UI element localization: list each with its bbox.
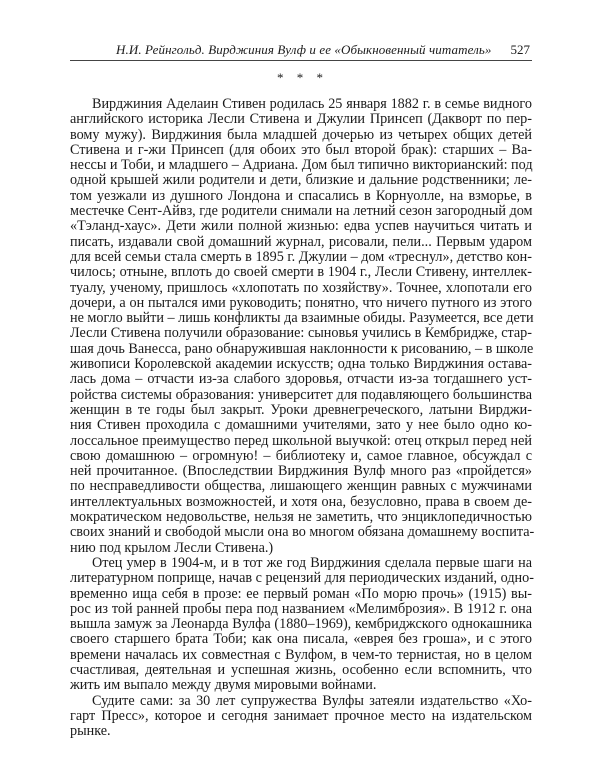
text-line: женщин в те годы был закрыт. Уроки древнегреческого, латыни Вирджи- (70, 401, 532, 418)
text-line: Лесли Стивена получили образование: сыновья учились в Кембридже, стар- (70, 325, 532, 342)
text-line: чилось; отныне, вплоть до своей смерти в 1904 г., Лесли Стивену, интеллек- (70, 264, 532, 281)
text-line: «Тэланд-хаус». Дети жили полной жизнью: едва успев научиться читать и (70, 218, 532, 235)
text-line: своих знаний и свободой мысли она во многом обязана домашнему воспита- (70, 524, 535, 541)
text-line: времени началась их совместная с Вулфом, в чем-то тернистая, но в целом (70, 646, 532, 663)
text-line: нессы и Тоби, и младшего – Адриана. Дом был типично викторианский: под (70, 157, 533, 174)
text-line: лась дома – отчасти из-за слабого здоровья, отчасти из-за тогдашнего уст- (70, 371, 532, 388)
text-line: английского историка Лесли Стивена и Джулии Принсеп (Дакворт по пер- (70, 111, 532, 128)
body-text (70, 96, 535, 740)
text-line: ней прочитанное. (Впоследствии Вирджиния Вулф много раз «пройдется» (70, 463, 532, 480)
text-line: свою домашнюю – огромную! – библиотеку и, самое главное, обсуждал с (70, 447, 532, 464)
text-line: не могло выйти – лишь конфликты да взаимные обиды. Разумеется, все дети (70, 310, 534, 327)
running-title: Н.И. Рейнгольд. Вирджиния Вулф и ее «Обыкновенный читатель» (116, 42, 492, 57)
text-line: мократическом недовольстве, нельзя не заметить, что энциклопедичностью (70, 509, 532, 526)
text-line: одной крышей жили родители и дети, близкие и дальние родственники; ле- (70, 172, 532, 189)
running-header (70, 40, 532, 61)
text-line: вому мужу). Вирджиния была младшей дочерью из четырех общих детей (70, 126, 532, 143)
text-line: литературном поприще, начав с рецензий для периодических изданий, одно- (70, 570, 534, 587)
text-line: писать, издавали свой домашний журнал, рисовали, пели... Первым ударом (70, 233, 532, 250)
text-line: том уезжали из душного Лондона и спасались в Корнуолле, на взморье, в (70, 187, 532, 204)
text-line: Стивена и г-жи Принсеп (для обоих это был второй брак): старших – Ва- (70, 141, 532, 158)
text-line: ния Стивен проходила с домашними учителями, зато у нее было одно ко- (70, 417, 532, 434)
text-line: для всей семьи стала смерть в 1895 г. Джулии – дом «треснул», детство кон- (70, 248, 532, 265)
text-line: временно ища себя в прозе: ее первый роман «По морю прочь» (1915) вы- (70, 585, 532, 602)
text-line: своего старшего брата Тоби; как она писала, «еврея без гроша», и с этого (70, 631, 532, 648)
paragraph (70, 96, 535, 556)
text-line: местечке Сент-Айвз, где родители снимали на летний сезон загородный дом (70, 203, 533, 220)
text-line: лоссальное преимущество перед школьной выучкой: отец открыл перед ней (70, 432, 532, 449)
text-line: интеллектуальных возможностей, и хотя она, безусловно, права в своем де- (70, 493, 532, 510)
paragraph (70, 556, 532, 694)
text-line: ройства системы образования: университет для подавляющего большинства (70, 386, 532, 403)
text-line: жить им выпало между двумя мировыми войнами. (70, 677, 377, 694)
text-line: туалу, ученому, пришлось «хлопотать по хозяйству». Точнее, хлопотали его (70, 279, 532, 296)
text-line: рос из той ранней пробы пера под названием «Мелимброзия». В 1912 г. она (70, 600, 532, 617)
text-line: живописи Королевской академии искусств; одна только Вирджиния остава- (70, 356, 532, 373)
text-line: шая дочь Ванесса, рано обнаружившая наклонности к рисованию, – в школе (70, 340, 534, 357)
section-break: * * * (277, 70, 323, 85)
text-line: Судите сами: за 30 лет супружества Вулфы затеяли издательство «Хо- (92, 692, 532, 709)
page-number: 527 (510, 42, 530, 57)
text-line: вышла замуж за Леонарда Вулфа (1880–1969), кембриджского однокашника (70, 616, 532, 633)
text-line: по несправедливости общества, лишающего женщин равных с мужчинами (70, 478, 532, 495)
text-line: Вирджиния Аделаин Стивен родилась 25 января 1882 г. в семье видного (92, 96, 532, 112)
text-line: рынке. (70, 723, 111, 740)
text-line: Отец умер в 1904-м, и в тот же год Вирджиния сделала первые шаги на (92, 554, 532, 571)
text-line: гарт Пресс», которое и сегодня занимает прочное место на издательском (70, 707, 532, 724)
paragraph (70, 694, 532, 740)
text-line: счастливая, деятельная и успешная жизнь, особенно если вспомнить, что (70, 661, 532, 678)
text-line: дочери, а он пытался ими руководить; понятно, что ничего путного из этого (70, 294, 532, 311)
text-line: нию под крылом Лесли Стивена.) (70, 539, 274, 556)
